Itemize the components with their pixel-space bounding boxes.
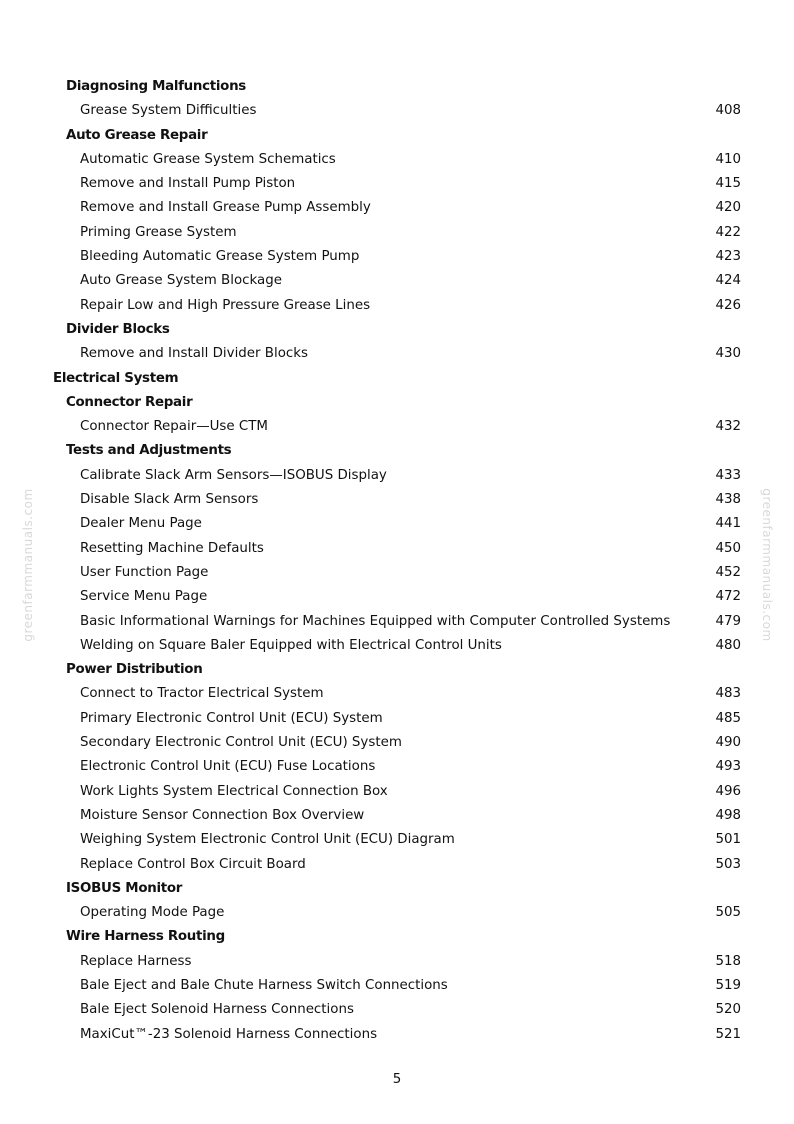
toc-entry	[0, 901, 794, 925]
toc-title: Auto Grease Repair	[66, 127, 208, 143]
toc-title: Replace Harness	[80, 953, 192, 969]
toc-entry	[0, 950, 794, 974]
toc-entry	[0, 780, 794, 804]
toc-title: Wire Harness Routing	[66, 929, 225, 945]
toc-entry	[0, 707, 794, 731]
toc-entry	[0, 415, 794, 439]
toc-page-number: 505	[715, 905, 741, 921]
toc-title: Connector Repair	[66, 394, 193, 410]
toc-page-number: 423	[715, 249, 741, 265]
toc-page-number: 438	[715, 492, 741, 508]
toc-page-number: 432	[715, 419, 741, 435]
toc-page-number: 420	[715, 200, 741, 216]
toc-title: Welding on Square Baler Equipped with Electrical Control Units	[80, 637, 502, 653]
toc-title: Connect to Tractor Electrical System	[80, 686, 324, 702]
toc-title: Repair Low and High Pressure Grease Lines	[80, 297, 371, 313]
toc-entry	[0, 682, 794, 706]
toc-entry	[0, 537, 794, 561]
toc-entry	[0, 828, 794, 852]
toc-title: Electronic Control Unit (ECU) Fuse Locations	[80, 759, 376, 775]
toc-section	[0, 367, 794, 391]
toc-entry	[0, 294, 794, 318]
toc-entry	[0, 731, 794, 755]
toc-title: Divider Blocks	[66, 321, 170, 337]
toc-title: Electrical System	[53, 370, 179, 386]
toc-title: Bale Eject Solenoid Harness Connections	[80, 1002, 354, 1018]
toc-page-number: 493	[715, 759, 741, 775]
toc-entry	[0, 245, 794, 269]
toc-page-number: 520	[715, 1002, 741, 1018]
table-of-contents	[0, 75, 794, 1047]
toc-entry	[0, 221, 794, 245]
toc-page-number: 441	[715, 516, 741, 532]
toc-title: MaxiCut™-23 Solenoid Harness Connections	[80, 1026, 378, 1042]
toc-page-number: 479	[715, 613, 741, 629]
toc-page-number: 485	[715, 710, 741, 726]
toc-page-number: 415	[715, 176, 741, 192]
toc-title: Moisture Sensor Connection Box Overview	[80, 807, 365, 823]
toc-subsection	[0, 391, 794, 415]
toc-title: Replace Control Box Circuit Board	[80, 856, 306, 872]
toc-entry	[0, 196, 794, 220]
toc-title: Remove and Install Grease Pump Assembly	[80, 200, 371, 216]
toc-entry	[0, 974, 794, 998]
toc-title: Tests and Adjustments	[66, 443, 232, 459]
toc-entry	[0, 148, 794, 172]
toc-page-number: 490	[715, 735, 741, 751]
toc-entry	[0, 561, 794, 585]
toc-page-number: 503	[715, 856, 741, 872]
toc-title: Bale Eject and Bale Chute Harness Switch Connections	[80, 977, 448, 993]
toc-title: Basic Informational Warnings for Machines Equipped with Computer Controlled Systems	[80, 613, 671, 629]
toc-entry	[0, 610, 794, 634]
toc-page-number: 433	[715, 467, 741, 483]
toc-page-number: 422	[715, 224, 741, 240]
toc-entry	[0, 634, 794, 658]
toc-entry	[0, 488, 794, 512]
toc-page-number: 518	[715, 953, 741, 969]
toc-entry	[0, 269, 794, 293]
toc-entry	[0, 853, 794, 877]
toc-title: Disable Slack Arm Sensors	[80, 492, 259, 508]
toc-title: Remove and Install Divider Blocks	[80, 346, 308, 362]
toc-subsection	[0, 439, 794, 463]
toc-title: Bleeding Automatic Grease System Pump	[80, 249, 360, 265]
toc-page-number: 408	[715, 103, 741, 119]
toc-title: Priming Grease System	[80, 224, 237, 240]
toc-page-number: 450	[715, 540, 741, 556]
toc-subsection	[0, 925, 794, 949]
toc-title: Secondary Electronic Control Unit (ECU) System	[80, 735, 402, 751]
toc-subsection	[0, 124, 794, 148]
toc-entry	[0, 804, 794, 828]
toc-title: Auto Grease System Blockage	[80, 273, 282, 289]
toc-page-number: 496	[715, 783, 741, 799]
toc-title: Operating Mode Page	[80, 905, 225, 921]
toc-page-number: 483	[715, 686, 741, 702]
toc-subsection	[0, 877, 794, 901]
toc-page-number: 472	[715, 589, 741, 605]
toc-title: Work Lights System Electrical Connection Box	[80, 783, 388, 799]
toc-entry	[0, 342, 794, 366]
toc-title: Service Menu Page	[80, 589, 208, 605]
toc-page-number: 452	[715, 564, 741, 580]
toc-title: Resetting Machine Defaults	[80, 540, 264, 556]
toc-title: Connector Repair—Use CTM	[80, 419, 268, 435]
toc-title: Power Distribution	[66, 662, 203, 678]
watermark-right: greenfarmmanuals.com	[760, 488, 774, 642]
toc-page-number: 424	[715, 273, 741, 289]
toc-entry	[0, 99, 794, 123]
toc-title: Calibrate Slack Arm Sensors—ISOBUS Display	[80, 467, 387, 483]
toc-title: Remove and Install Pump Piston	[80, 176, 296, 192]
watermark-left: greenfarmmanuals.com	[21, 488, 35, 642]
toc-title: Primary Electronic Control Unit (ECU) System	[80, 710, 383, 726]
toc-page-number: 501	[715, 832, 741, 848]
toc-title: Automatic Grease System Schematics	[80, 151, 336, 167]
toc-page-number: 519	[715, 977, 741, 993]
toc-title: Dealer Menu Page	[80, 516, 202, 532]
toc-page-number: 430	[715, 346, 741, 362]
toc-subsection	[0, 75, 794, 99]
toc-entry	[0, 998, 794, 1022]
toc-title: Grease System Difficulties	[80, 103, 257, 119]
toc-subsection	[0, 318, 794, 342]
toc-entry	[0, 172, 794, 196]
toc-page-number: 498	[715, 807, 741, 823]
toc-entry	[0, 755, 794, 779]
toc-subsection	[0, 658, 794, 682]
page-number: 5	[392, 1072, 402, 1087]
toc-page-number: 521	[715, 1026, 741, 1042]
toc-title: Diagnosing Malfunctions	[66, 79, 246, 94]
toc-entry	[0, 1023, 794, 1047]
toc-page-number: 426	[715, 297, 741, 313]
toc-entry	[0, 585, 794, 609]
toc-entry	[0, 464, 794, 488]
toc-title: Weighing System Electronic Control Unit (ECU) Diagram	[80, 832, 455, 848]
toc-page-number: 480	[715, 637, 741, 653]
toc-title: User Function Page	[80, 564, 209, 580]
toc-page-number: 410	[715, 151, 741, 167]
toc-entry	[0, 512, 794, 536]
toc-title: ISOBUS Monitor	[66, 880, 183, 896]
